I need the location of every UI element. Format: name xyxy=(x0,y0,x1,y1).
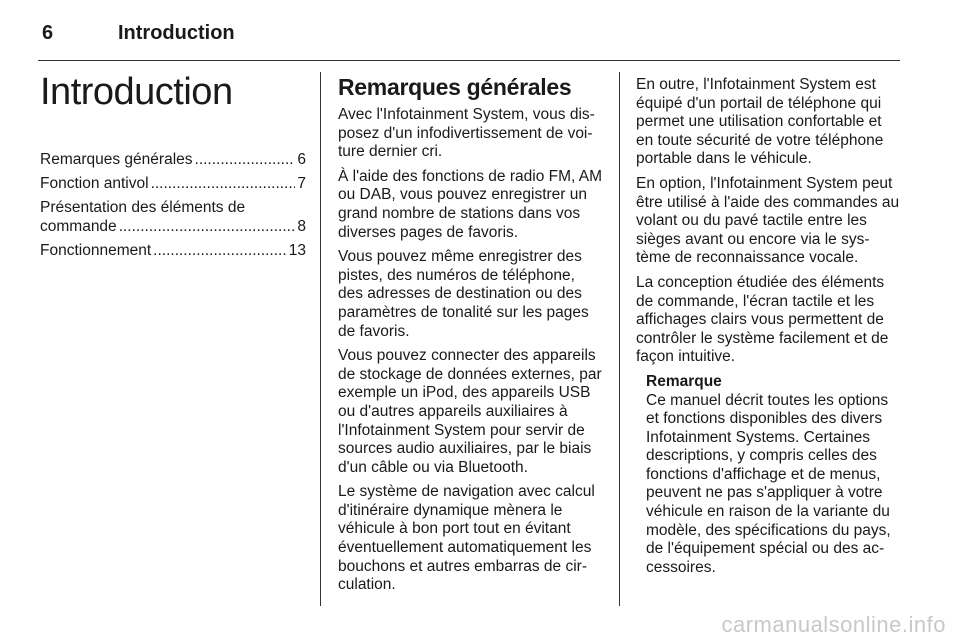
header-rule xyxy=(38,60,900,61)
toc-entry-remarques[interactable] xyxy=(40,150,306,169)
chapter-title: Introduction xyxy=(40,71,233,113)
note-box xyxy=(646,373,901,578)
toc-leader xyxy=(119,217,296,236)
toc-entry-label-continued: commande xyxy=(40,218,117,235)
section-column xyxy=(338,72,603,601)
toc-page-number: 6 xyxy=(297,151,306,168)
watermark: carmanualsonline.info xyxy=(721,612,946,637)
paragraph: À l'aide des fonctions de radio FM, AM ou DAB, vous pouvez enregistrer un grand nombre de stations dans vos diverses pages de favoris. xyxy=(338,167,603,241)
toc-entry-label: Présentation des éléments de xyxy=(40,199,246,216)
toc-leader xyxy=(195,150,296,169)
running-title: Introduction xyxy=(118,21,235,44)
note-title: Remarque xyxy=(646,372,722,390)
paragraph: En option, l'Infotainment System peut être utilisé à l'aide des commandes au volant ou du pavé tactile entre les sièges avant ou encore via le sys-tème de reconnaissance vocale. xyxy=(636,174,900,267)
chapter-column xyxy=(40,68,306,265)
toc-entry-antivol[interactable] xyxy=(40,174,306,193)
column-divider-left xyxy=(320,72,321,606)
toc-leader xyxy=(153,241,287,260)
paragraph: Avec l'Infotainment System, vous dis-posez d'un infodivertissement de voi-ture dernier cri. xyxy=(338,106,595,161)
toc-entry-label: Remarques générales xyxy=(40,151,193,168)
continuation-column xyxy=(636,76,901,577)
note-text: Ce manuel décrit toutes les options et fonctions disponibles des divers Infotainment Systems. Certaines descriptions, y compris celles des fonctions d'affichage et de menus, peuvent ne pas s'appliquer à votre véhicule en raison de la variante du modèle, des spécifications du pays, de l'équipement spécial ou des ac-cessoires. xyxy=(646,391,891,576)
toc-entry-label: Fonction antivol xyxy=(40,175,149,192)
paragraph: En outre, l'Infotainment System est équipé d'un portail de téléphone qui permet une utilisation confortable et en toute sécurité de votre téléphone portable dans le véhicule. xyxy=(636,76,884,168)
paragraph: La conception étudiée des éléments de commande, l'écran tactile et les affichages clairs vous permettent de contrôler le système facilement et de façon intuitive. xyxy=(636,273,889,366)
toc-leader xyxy=(151,174,296,193)
toc-page-number: 8 xyxy=(297,218,306,235)
paragraph: Vous pouvez connecter des appareils de stockage de données externes, par exemple un iPod, des appareils USB ou d'autres appareils auxiliaires à l'Infotainment System pour servir de sources audio auxiliaires, par le biais d'un câble ou via Bluetooth. xyxy=(338,347,602,476)
toc-entry-presentation[interactable] xyxy=(40,198,306,236)
toc-page-number: 13 xyxy=(288,242,306,259)
paragraph: Le système de navigation avec calcul d'itinéraire dynamique mènera le véhicule à bon port tout en évitant éventuellement automatiquement les bouchons et autres embarras de cir-culation. xyxy=(338,483,595,594)
page-number: 6 xyxy=(42,21,54,44)
paragraph: Vous pouvez même enregistrer des pistes, des numéros de téléphone, des adresses de destination ou des paramètres de tonalité sur les pages de favoris. xyxy=(338,248,589,340)
toc-entry-label: Fonctionnement xyxy=(40,242,152,259)
toc-entry-fonctionnement[interactable] xyxy=(40,241,306,260)
toc-page-number: 7 xyxy=(297,175,306,192)
section-title: Remarques générales xyxy=(338,74,572,100)
table-of-contents xyxy=(40,150,306,260)
running-header xyxy=(42,18,235,48)
column-divider-right xyxy=(619,72,620,606)
